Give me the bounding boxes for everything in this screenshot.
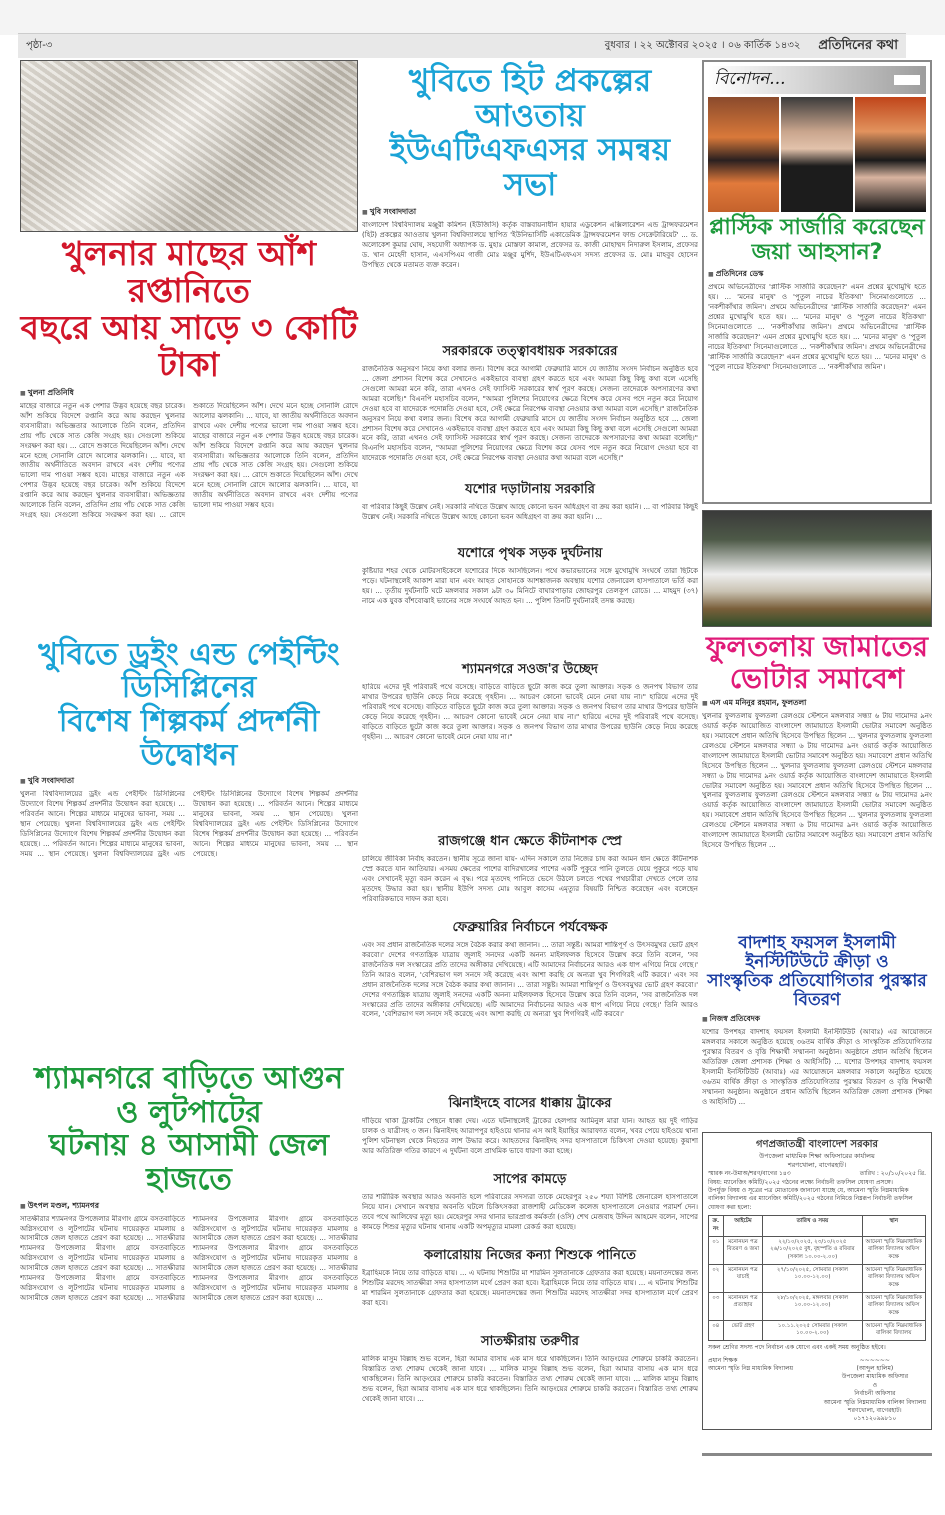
body-text: খুলনা বিশ্ববিদ্যালয়ের ড্রইং এন্ড পেইন্টিং ডিসিপ্লিনের উদ্যোগে বিশেষ শিল্পকর্ম প্রদর্শনীর উদ্বোধন করা হয়েছে। ... পরিবর্তন আনে। শিল্পের মাধ্যমে মানুষের ভাবনা, সময় ... স্থান পেয়েছে। [20, 820, 185, 858]
notice-subject: বিষয়: ম্যানেজিং কমিটি/২০২৫ গঠনের লক্ষ্যে নির্বাচনী তফসিল ঘোষণা প্রসঙ্গে। [708, 1178, 893, 1186]
brief-body [362, 1193, 698, 1243]
headline-line: সাংস্কৃতিক প্রতিযোগিতার পুরস্কার বিতরণ [707, 971, 927, 1011]
table-row [709, 1292, 926, 1320]
story1-body [20, 402, 358, 634]
brief-body [362, 503, 698, 541]
brief-title: যশোরে পৃথক সড়ক দুর্ঘটনায় [457, 545, 603, 561]
body-text: তার শারীরিক অবস্থার আরও অবনতি হলে পরিবারের সদস্যরা তাকে মেহেরপুর ২৫০ শয্যা বিশিষ্ট জেনারেল হাসপাতালে নিয়ে যান। সেখানে অবস্থার অবনতি ঘটলে চিকিৎসকরা রাজশাহী মেডিকেল কলেজ হাসপাতালে নেওয়ার পরামর্শ দেন। তবে পথে আলিফের মৃত্যু হয়। মেহেরপুর সদর থানার ভারপ্রাপ্ত কর্মকর্তা (ওসি) শেখ মেজবাহ উদ্দিন আহমেদ বলেন, সাপের কামড়ে শিশুর মৃত্যুর ঘটনায় থানায় একটি অপমৃত্যুর মামলা রেকর্ড করা হয়েছে। [362, 1192, 698, 1231]
body-text: বাংলাদেশ বিশ্ববিদ্যালয় মঞ্জুরী কমিশন (ইউজিসি) কর্তৃক বাস্তবায়নাধীন হায়ার এডুকেশন এক্সিলারেশন এন্ড ট্রান্সফরমেশন (হিট) প্রকল্পের আওতায় খুলনা বিশ্ববিদ্যালয়ে স্থাপিত 'ইউনিভার্সিটি একাডেমিক ট্রান্সফরমেশন ফান্ড সেক্রেটারিয়েট' ... ড. অলোকেশ কুমার ঘোষ, সহযোগী অধ্যাপক ড. মুহাঃ মোস্তফা কামাল, প্রফেসর ড. কাজী মোহাম্মদ নিদারুল ইসলাম, প্রফেসর ড. খান মেহেদী হাসান, এএসপিএম গাজী মোঃ মঞ্জুর মুর্শিদ, ইউএটিএফএস সদস্য প্রফেসর ড. মোঃ মাহবুব হোসেন উপস্থিত থেকে মতামত ব্যক্ত করেন। [362, 220, 698, 269]
voter-rally-photo [702, 510, 932, 627]
table-cell: আমেনা স্মৃতি নিম্নমাধ্যমিক বালিকা বিদ্যালয় অফিস কক্ষে [862, 1236, 926, 1264]
left-column [20, 60, 358, 1515]
table-cell: মনোনয়ন পত্র প্রত্যাহার [723, 1292, 763, 1320]
right-column [702, 60, 932, 1430]
body-text: খুলনার ফুলতলায় ফুলতলা রেলওয়ে স্টেশনে মঙ্গলবার সন্ধ্যা ৬ টায় দামোদর ৯নং ওয়ার্ড কর্তৃক আয়োজিত বাংলাদেশ জামায়াতে ইসলামী ভোটার সমাবেশ অনুষ্ঠিত হয়। সমাবেশে প্রধান অতিথি হিসেবে উপস্থিত ছিলেন ... [702, 791, 932, 820]
jamaat-body [702, 712, 932, 930]
notice-signatures [708, 1357, 926, 1424]
body-text: মালিক মাসুম বিল্লাহ শুভ বলেন, হিরা আমার বাসায় এক মাস ধরে থাকছিলেন। তিনি আড়ংয়ের শোরুমে চাকরি করতেন। বিস্তারিত তথ্য শোরুম থেকেই জানা যাবে। ... [362, 1374, 698, 1403]
headline-line: খুবিতে ড্রইং এন্ড পেইন্টিং ডিসিপ্লিনের [38, 636, 340, 706]
body-text: এবং সব প্রধান রাজনৈতিক দলের সঙ্গে বৈঠক করার কথা জানান। ... তারা সন্তুষ্ট। আমরা শান্তিপূর্ণ ও উৎসবমুখর ভোট গ্রহণ করবো।' দেশের গণতান্ত্রিক যাত্রায় জুলাই সনদের একটি অনন্য মাইলফলক হিসেবে উল্লেখ করে তিনি বলেন, 'সব রাজনৈতিক দল সংস্কারের প্রতি তাদের অঙ্গীকার দেখিয়েছে। এটি আমাদের নির্বাচনের আরও এক ধাপ এগিয়ে নিয়ে গেছে।' তিনি আরও বলেন, 'বেশিরভাগ দল সনদে সই করেছে এবং আশা করছি যে অন্যরা খুব শিগগিরই এটি করবে।' [362, 970, 698, 1019]
table-cell: ২৭/১০/২০২৫, সোমবার (সকাল ১০.০০-১২.০০) [763, 1264, 862, 1292]
body-text: কুষ্টিয়ার শহর থেকে মোটরসাইকেলে যশোরের দিকে আসছিলেন। পথে কভারভ্যানের সঙ্গে মুখোমুখি সংঘর্ষে তারা ছিটকে পড়ে। ঘটনাস্থলেই আকাশ মারা যান এবং আহত সোহানকে আশঙ্কাজনক অবস্থায় যশোর জেনারেল হাসপাতালে ভর্তি করা হয়। ... তৃতীয় দুর্ঘটনাটি ঘটে মঙ্গলবার সকাল ৯টা ৩০ মিনিটে বাঘারপাড়ার জোহরপুর তেলকূপ রোডে। ... মাহমুদ (৩৭) নামে এক যুবক বাঁশবোঝাই ভ্যানের সঙ্গে সংঘর্ষে আহত হন। ... পুলিশ তিনটি দুর্ঘটনারই তদন্ত করছে। [362, 566, 698, 605]
brief-body [362, 1117, 698, 1167]
body-text: যশোর উপশহর বাদশাহ ফয়সল ইসলামী ইনস্টিটিউট (আবাঃ) এর আয়োজনে মঙ্গলবার সকালে অনুষ্ঠিত হয়েছে ৩৬তম বার্ষিক ক্রীড়া ও সাংস্কৃতিক প্রতিযোগিতার পুরস্কার বিতরণ ও বৃত্তি শিক্ষার্থী সম্মাননা অনুষ্ঠান। অনুষ্ঠানে প্রধান অতিথি ছিলেন অতিরিক্ত জেলা প্রশাসক (শিক্ষা ও আইসিটি) ... [702, 1057, 932, 1106]
body-text: বা পরিবার কিছুই উল্লেখ নেই। সরকারি নথিতে উল্লেখ আছে কোনো ভবন অধিগ্রহণ বা ক্রয় করা হয়নি। ... [362, 502, 698, 521]
headline-line: প্লাস্টিক সার্জারি করেছেন [709, 215, 925, 240]
table-cell: ০৪ [709, 1320, 724, 1340]
top-band [0, 0, 945, 35]
body-text: চালিয়ে জীবিকা নির্বাহ করতেন। স্থানীয় সূত্রে জানা যায়- এদিন সকালে তার নিজের চাষ করা আমন ধান ক্ষেতে কীটনাশক স্প্রে করতে যান আতিয়ার। এসময় ক্ষেতের পাশের বাদিরখালের পাশের একটি পুকুরে পানি তুলতে যেয়ে পুকুরে পড়ে যায় এবং সেখানেই মৃত্যু বরন করেন এ বৃদ্ধ। পরে মৃতদেহ পানিতে ভেসে উঠলে চলতে পথের পথচারীরা দেখতে পেলে তার মৃতদেহ উদ্ধার করা হয়। স্থানীয় ইউপি সদস্য মোঃ আবুল কাসেম এমৃত্যুর বিষয়টি নিশ্চিত করেছেন এবং বলেছেন পরিবারিকভাবে দাফন করা হবে। [362, 854, 698, 903]
headline-line: বছরে আয় সাড়ে ৩ কোটি টাকা [20, 307, 358, 384]
signature-line: উপজেলা মাধ্যমিক অফিসার [841, 1373, 908, 1381]
signature-line: প্রধান শিক্ষক [708, 1356, 738, 1364]
notice-memo-row [708, 1170, 926, 1178]
left-signature [708, 1357, 793, 1424]
body-text: খুলনার ফুলতলায় ফুলতলা রেলওয়ে স্টেশনে মঙ্গলবার সন্ধ্যা ৬ টায় দামোদর ৯নং ওয়ার্ড কর্তৃক আয়োজিত বাংলাদেশ জামায়াতে ইসলামী ভোটার সমাবেশ অনুষ্ঠিত হয়। সমাবেশে প্রধান অতিথি হিসেবে উপস্থিত ছিলেন ... [702, 731, 932, 770]
table-header: তারিখ ও সময় [763, 1216, 862, 1236]
brief-title: সাতক্ষীরায় তরুণীর [481, 1333, 579, 1349]
body-text: খুলনা বিশ্ববিদ্যালয়ের ড্রইং এন্ড পেইন্টিং ডিসিপ্লিনের উদ্যোগে বিশেষ শিল্পকর্ম প্রদর্শনীর উদ্বোধন করা হয়েছে। ... পরিবর্তন আনে। শিল্পের মাধ্যমে মানুষের ভাবনা, সময় ... স্থান পেয়েছে। [20, 790, 185, 828]
table-row [709, 1320, 926, 1340]
headline-line: ভোটার সমাবেশ [729, 661, 905, 695]
table-cell: আমেনা স্মৃতি নিম্নমাধ্যমিক বালিকা বিদ্যালয় অফিস কক্ষে [862, 1292, 926, 1320]
masthead-logo: প্রতিদিনের কথা [818, 37, 898, 53]
jamaat-headline [702, 631, 932, 694]
table-header: আইটেম [723, 1216, 763, 1236]
section-label: বিনোদন... [714, 69, 786, 89]
story1-byline: ■ খুলনা প্রতিনিধি [20, 388, 358, 400]
right-signature [824, 1357, 926, 1424]
brief-title: ঝিনাইদহে বাসের ধাক্কায় ট্রাকের [448, 1095, 612, 1111]
notice-footer: সকল শ্রেণির সদস্য পদে নির্বাচন এক যোগে এবং একই সময় অনুষ্ঠিত হইবে। [708, 1344, 886, 1352]
table-cell: ১০.১১.২০২৫ সোমবার (সকাল ১০.০০-২.০০) [763, 1320, 862, 1340]
signature-line: আমেনা স্মৃতি নিম্ন মাধ্যমিক বিদ্যালয় [708, 1364, 794, 1372]
signature-line: নির্বাচনী অফিসার [854, 1390, 896, 1398]
body-text: রাজনৈতিক অনুসরণ নিয়ে কথা বলার জন্য। বিশেষ করে আগামী ফেব্রুয়ারি মাসে যে জাতীয় সংসদ নির্বাচন অনুষ্ঠিত হবে ... জেলা প্রশাসন বিশেষ করে সেখানেও একইভাবে ব্যবস্থা গ্রহণ করতে হবে এবং আমরা কিছু কিছু কথা বলে এসেছি সেগুলো আমরা মনে করি, তারা এখনও সেই ফ্যাসিস্ট সরকারের স্বার্থ পূরণ করছে। সেজন্য তাদেরকে অপসারণের কথা আমরা বলেছি।" বিএনপি মহাসচিব বলেন, "আমরা পুলিশের নিয়োগের ক্ষেত্রে বিশেষ করে যেসব পদে নতুন করে নিয়োগ দেওয়া হবে বা যাদেরকে পদোন্নতি দেওয়া হবে, সেই ক্ষেত্রে নিরপেক্ষ ব্যবস্থা নেওয়ার কথা আমরা বলে এসেছি।" [362, 404, 698, 463]
brief-title: রাজগঞ্জে ধান ক্ষেতে কীটনাশক স্প্রে [438, 833, 622, 849]
table-cell: আমেনা স্মৃতি নিম্নমাধ্যমিক বালিকা বিদ্যালয় [862, 1320, 926, 1340]
table-cell: মনোনয়ন পত্র বিতরণ ও জমা [723, 1236, 763, 1264]
bar-decoration [894, 75, 920, 85]
notice-intro: উপর্যুক্ত বিষয় ও সূত্রের পত্র মোতাবেক জানানো যাচ্ছে যে, আমেনা স্মৃতি নিম্নমাধ্যমিক বালিকা বিদ্যালয় এর ম্যানেজিং কমিটি/২০২৫ গঠনের নিমিত্তে নিম্নরূপ নির্বাচনী তফসিল ঘোষণা করা হলো: [708, 1187, 913, 1211]
headline-line: বিশেষ শিল্পকর্ম প্রদর্শনী উদ্বোধন [58, 704, 320, 773]
headline-line: খুলনার মাছের আঁশ রপ্তানিতে [62, 234, 316, 310]
body-text: সাতক্ষীরার শ্যামনগর উপজেলার মীরগাং গ্রামে বসতবাড়িতে অগ্নিসংযোগ ও লুটপাটের ঘটনায় দায়েরকৃত মামলায় ৪ আসামীকে জেল হাজতে প্রেরণ করা হয়েছে। ... [193, 1264, 358, 1303]
body-text: খুলনার ফুলতলায় ফুলতলা রেলওয়ে স্টেশনে মঙ্গলবার সন্ধ্যা ৬ টায় দামোদর ৯নং ওয়ার্ড কর্তৃক আয়োজিত বাংলাদেশ জামায়াতে ইসলামী ভোটার সমাবেশ অনুষ্ঠিত হয়। সমাবেশে প্রধান অতিথি হিসেবে উপস্থিত ছিলেন ... [702, 811, 932, 850]
headline-line: খুবিতে হিট প্রকল্পের আওতায় [408, 63, 652, 134]
notice-office: উপজেলা মাধ্যমিক শিক্ষা অফিসারের কার্যালয় [759, 1152, 875, 1161]
body-text: খুলনার ফুলতলায় ফুলতলা রেলওয়ে স্টেশনে মঙ্গলবার সন্ধ্যা ৬ টায় দামোদর ৯নং ওয়ার্ড কর্তৃক আয়োজিত বাংলাদেশ জামায়াতে ইসলামী ভোটার সমাবেশ অনুষ্ঠিত হয়। সমাবেশে প্রধান অতিথি হিসেবে উপস্থিত ছিলেন ... [702, 761, 932, 790]
entertainment-section-bar [708, 66, 926, 94]
institute-byline: ■ নিজস্ব প্রতিবেদক [702, 1014, 932, 1026]
body-text: প্রথমে অভিনেত্রীদের 'প্লাস্টিক সার্জারি করেছেন?' এমন প্রশ্নের মুখোমুখি হতে হয়। ... 'মনের মানুষ' ও 'পুতুল নাচের ইতিকথা' সিনেমাগুলোতে ... 'নকশীকাঁথার জমিন'। [708, 342, 926, 371]
body-text: সাতক্ষীরার শ্যামনগর উপজেলার মীরগাং গ্রামে বসতবাড়িতে অগ্নিসংযোগ ও লুটপাটের ঘটনায় দায়েরকৃত মামলায় ৪ আসামীকে জেল হাজতে প্রেরণ করা হয়েছে। ... [155, 1214, 358, 1303]
headline-line: বাদশাহ ফয়সল ইসলামী ইনস্টিটিউটে ক্রীড়া ও [738, 932, 896, 972]
body-text: সাতক্ষীরার শ্যামনগর উপজেলার মীরগাং গ্রামে বসতবাড়িতে অগ্নিসংযোগ ও লুটপাটের ঘটনায় দায়েরকৃত মামলায় ৪ আসামীকে জেল হাজতে প্রেরণ করা হয়েছে। ... [20, 1234, 185, 1273]
page-header [18, 33, 906, 58]
body-text: সাতক্ষীরার শ্যামনগর উপজেলার মীরগাং গ্রামে বসতবাড়িতে অগ্নিসংযোগ ও লুটপাটের ঘটনায় দায়েরকৃত মামলায় ৪ আসামীকে জেল হাজতে প্রেরণ করা হয়েছে। ... [20, 1264, 185, 1303]
notice-title: গণপ্রজাতন্ত্রী বাংলাদেশ সরকার [756, 1139, 878, 1151]
brief-body [362, 567, 698, 657]
government-notice [702, 1132, 932, 1430]
fish-scale-photo [20, 60, 358, 232]
brief-body [362, 1355, 698, 1435]
table-header: স্থান [862, 1216, 926, 1236]
brief-body [362, 1269, 698, 1329]
notice-memo: স্মারক নং-উমাঅ/শরণ/বাগের ১৪৩ [708, 1170, 791, 1178]
table-cell: ০৩ [709, 1292, 724, 1320]
entertainment-headline [708, 216, 926, 265]
brief-body [362, 941, 698, 1091]
body-text: মালিক মাসুম বিল্লাহ শুভ বলেন, হিরা আমার বাসায় এক মাস ধরে থাকছিলেন। তিনি আড়ংয়ের শোরুমে চাকরি করতেন। বিস্তারিত তথ্য শোরুম থেকেই জানা যাবে। ... [362, 1354, 698, 1373]
table-row [709, 1236, 926, 1264]
story1-headline [20, 236, 358, 384]
body-text: খুলনা বিশ্ববিদ্যালয়ের ড্রইং এন্ড পেইন্টিং ডিসিপ্লিনের উদ্যোগে বিশেষ শিল্পকর্ম প্রদর্শনীর উদ্বোধন করা হয়েছে। ... পরিবর্তন আনে। শিল্পের মাধ্যমে মানুষের ভাবনা, সময় ... স্থান পেয়েছে। [92, 790, 358, 858]
body-text: প্রথমে অভিনেত্রীদের 'প্লাস্টিক সার্জারি করেছেন?' এমন প্রশ্নের মুখোমুখি হতে হয়। ... 'মনের মানুষ' ও 'পুতুল নাচের ইতিকথা' সিনেমাগুলোতে ... 'নকশীকাঁথার জমিন'। [708, 303, 926, 331]
body-text: ইব্রাহিমকে নিয়ে তার বাড়িতে যায়। ... এ ঘটনায় শিশুটির মা শারমিন সুলতানাকে গ্রেফতার করা হয়েছে। ময়নাতদন্তের জন্য শিশুটির মরদেহ সাতক্ষীরা সদর হাসপাতাল মর্গে প্রেরণ করা হবে। [362, 1278, 698, 1307]
body-text: এবং সব প্রধান রাজনৈতিক দলের সঙ্গে বৈঠক করার কথা জানান। ... তারা সন্তুষ্ট। আমরা শান্তিপূর্ণ ও উৎসবমুখর ভোট গ্রহণ করবো।' দেশের গণতান্ত্রিক যাত্রায় জুলাই সনদের একটি অনন্য মাইলফলক হিসেবে উল্লেখ করে তিনি বলেন, 'সব রাজনৈতিক দল সংস্কারের প্রতি তাদের অঙ্গীকার দেখিয়েছে। এটি আমাদের নির্বাচনের আরও এক ধাপ এগিয়ে নিয়ে গেছে।' তিনি আরও বলেন, 'বেশিরভাগ দল সনদে সই করেছে এবং আশা করছি যে অন্যরা খুব শিগগিরই এটি করবে।' [362, 940, 698, 979]
brief-title: কলারোয়ায় নিজের কন্যা শিশুকে পানিতে [424, 1247, 636, 1263]
headline-line: জয়া আহসান? [751, 239, 883, 265]
body-text: প্রথমে অভিনেত্রীদের 'প্লাস্টিক সার্জারি করেছেন?' এমন প্রশ্নের মুখোমুখি হতে হয়। ... 'মনের মানুষ' ও 'পুতুল নাচের ইতিকথা' সিনেমাগুলোতে ... 'নকশীকাঁথার জমিন'। [708, 323, 926, 351]
notice-place: শরণখোলা, বাগেরহাট। [787, 1161, 847, 1170]
lead-body [362, 221, 698, 339]
story2-byline: ■ খুবি সংবাদদাতা [20, 776, 358, 788]
body-text: ইব্রাহিমকে নিয়ে তার বাড়িতে যায়। ... এ ঘটনায় শিশুটির মা শারমিন সুলতানাকে গ্রেফতার করা হয়েছে। ময়নাতদন্তের জন্য শিশুটির মরদেহ সাতক্ষীরা সদর হাসপাতাল মর্গে প্রেরণ করা হবে। [362, 1268, 698, 1287]
table-header: ক্র. নং [709, 1216, 724, 1236]
table-cell: ২৮/১০/২০২৫, মঙ্গলবার (সকাল ১০.০০-১২.০০) [763, 1292, 862, 1320]
table-row [709, 1264, 926, 1292]
notice-date: তারিখ : ২০/১০/২০২৫ খ্রি. [859, 1170, 926, 1178]
entertainment-body [708, 283, 926, 498]
brief-title: যশোর দড়াটানায় সরকারি [465, 481, 595, 497]
signature-scribble: ~~~~~~ [859, 1356, 890, 1364]
story3-body [20, 1215, 358, 1515]
table-cell: ভোট গ্রহণ [723, 1320, 763, 1340]
body-text: প্রথমে অভিনেত্রীদের 'প্লাস্টিক সার্জারি করেছেন?' এমন প্রশ্নের মুখোমুখি হতে হয়। ... 'মনের মানুষ' ও 'পুতুল নাচের ইতিকথা' সিনেমাগুলোতে ... 'নকশীকাঁথার জমিন'। [708, 283, 926, 312]
page-number: পৃষ্ঠা-৩ [26, 39, 53, 51]
body-text: সাতক্ষীরার শ্যামনগর উপজেলার মীরগাং গ্রামে বসতবাড়িতে অগ্নিসংযোগ ও লুটপাটের ঘটনায় দায়েরকৃত মামলায় ৪ আসামীকে জেল হাজতে প্রেরণ করা হয়েছে। ... [193, 1234, 358, 1273]
actress-photo-1 [708, 97, 779, 212]
headline-line: ইউএটিএফএসর সমন্বয় সভা [389, 132, 671, 204]
body-text: সাতক্ষীরার শ্যামনগর উপজেলার মীরগাং গ্রামে বসতবাড়িতে অগ্নিসংযোগ ও লুটপাটের ঘটনায় দায়েরকৃত মামলায় ৪ আসামীকে জেল হাজতে প্রেরণ করা হয়েছে। ... [20, 1214, 185, 1243]
brief-title: সাপের কামড়ে [493, 1171, 567, 1187]
actress-photo-3 [855, 97, 926, 212]
body-text: মাছের বাজারে নতুন এক পেশার উদ্ভব হয়েছে বছর চারেক। আঁশ শুকিয়ে বিদেশে রপ্তানি করে আয় করছেন খুলনার ব্যবসায়ীরা। অভিজ্ঞতার আলোকে তিনি বলেন, প্রতিদিন প্রায় পাঁচ থেকে সাত কেজি সংগ্রহ হয়। সেগুলো শুকিয়ে সংরক্ষণ করা হয়। ... রোদে শুকাতে দিয়েছিলেন আঁশ। দেখে মনে হচ্ছে সোনালি রোদে আলোর ঝলকানি। ... যাবে, যা জাতীয় অর্থনীতিতে অবদান রাখবে এবং দেশীয় পণ্যের ভালো দাম পাওয়া সম্ভব হবে। [193, 431, 358, 510]
brief-body [362, 855, 698, 915]
actress-photos [708, 97, 926, 212]
brief-body [362, 683, 698, 829]
body-text: হারিয়ে এদের দুই পরিবারই পথে বসেছে। বাড়িতে বাড়িতে ছুটো কাজ করে তুলা আক্তার। সড়ক ও জনপথ বিভাগ তার মাথার উপরের ছাউনি কেড়ে নিয়ে করেছে গৃহহীন। ... আচরণ কোনো ভাবেই মেনে নেয়া যায় না।" [362, 682, 698, 701]
brief-title: সরকারকে তত্ত্বাবধায়ক সরকারের [442, 343, 618, 359]
table-cell: ০১ [709, 1236, 724, 1264]
table-header-row [709, 1216, 926, 1236]
date-line: বুধবার । ২২ অক্টোবর ২০২৫ । ০৬ কার্তিক ১৪৩২ [604, 39, 801, 51]
brief-title: শ্যামনগরে সওজ'র উচ্ছেদ [462, 661, 598, 677]
story2-body [20, 790, 358, 1058]
table-cell: ০২ [709, 1264, 724, 1292]
table-cell: আমেনা স্মৃতি নিম্নমাধ্যমিক বালিকা বিদ্যালয় অফিস কক্ষে [862, 1264, 926, 1292]
story3-headline [20, 1062, 358, 1196]
headline-line: ঘটনায় ৪ আসামী জেল হাজতে [48, 1128, 330, 1197]
body-text: দাঁড়িয়ে থাকা ট্রাকটির পেছনে ধাক্কা দেয়। এতে ঘটনাস্থলেই ট্রাকের হেলপার আমিনুল মারা যান। আহত হয় দুই গাড়ির চালক ও যাত্রীসহ ৩ জন। ঝিনাইদহ আরাপপুর হাইওয়ে থানার এস আই ইয়াছির আরাফাত বলেন, খবর পেয়ে হাইওয়ে থানা পুলিশ ঘটনাস্থল থেকে নিহতের লাশ উদ্ধার করে। আহতদের ঝিনাইদহ সদর হাসপাতালে চিকিৎসা দেওয়া হয়েছে। কুয়াশা আর অতিরিক্ত গতির কারণে এ দুর্ঘটনা বলে প্রাথমিক ভাবে ধারণা করা হচ্ছে। [362, 1116, 698, 1155]
headline-line: শ্যামনগরে বাড়িতে আগুন ও লুটপাটের [34, 1061, 344, 1130]
body-text: মালিক মাসুম বিল্লাহ শুভ বলেন, হিরা আমার বাসায় এক মাস ধরে থাকছিলেন। তিনি আড়ংয়ের শোরুমে চাকরি করতেন। বিস্তারিত তথ্য শোরুম থেকেই জানা যাবে। ... [362, 1364, 698, 1383]
story2-headline [20, 638, 358, 772]
signature-line: শরণখোলা, বাগেরহাট। [848, 1406, 902, 1414]
lead-byline: ■ খুবি সংবাদদাতা [362, 207, 698, 219]
body-text: খুলনার ফুলতলায় ফুলতলা রেলওয়ে স্টেশনে মঙ্গলবার সন্ধ্যা ৬ টায় দামোদর ৯নং ওয়ার্ড কর্তৃক আয়োজিত বাংলাদেশ জামায়াতে ইসলামী ভোটার সমাবেশ অনুষ্ঠিত হয়। সমাবেশে প্রধান অতিথি হিসেবে উপস্থিত ছিলেন ... [702, 711, 932, 740]
body-text: হারিয়ে এদের দুই পরিবারই পথে বসেছে। বাড়িতে বাড়িতে ছুটো কাজ করে তুলা আক্তার। সড়ক ও জনপথ বিভাগ তার মাথার উপরের ছাউনি কেড়ে নিয়ে করেছে গৃহহীন। ... আচরণ কোনো ভাবেই মেনে নেয়া যায় না।" [362, 692, 698, 721]
institute-headline [702, 934, 932, 1010]
body-text: যশোর উপশহর বাদশাহ ফয়সল ইসলামী ইনস্টিটিউট (আবাঃ) এর আয়োজনে মঙ্গলবার সকালে অনুষ্ঠিত হয়েছে ৩৬তম বার্ষিক ক্রীড়া ও সাংস্কৃতিক প্রতিযোগিতার পুরস্কার বিতরণ ও বৃত্তি শিক্ষার্থী সম্মাননা অনুষ্ঠান। অনুষ্ঠানে প্রধান অতিথি ছিলেন অতিরিক্ত জেলা প্রশাসক (শিক্ষা ও আইসিটি) ... [702, 1028, 932, 1066]
brief-body [362, 365, 698, 477]
lead-headline [362, 64, 698, 203]
table-cell: মনোনয়ন পত্র যাচাই [723, 1264, 763, 1292]
table-cell: ২২/১০/২০২৫, ২৩/১০/২০২৫ ২৬/১০/২০২৫ বুধ, বৃহস্পতি ও রবিবার (সকাল ১০.০০-২.০০) [763, 1236, 862, 1264]
signature-line: (আব্দুল হালিম) [856, 1364, 894, 1372]
signature-line: ০১৭১২০৯৯৮১০ [853, 1415, 897, 1423]
brief-title: ফেব্রুয়ারির নির্বাচনে পর্যবেক্ষক [452, 919, 608, 935]
body-text: রাজনৈতিক অনুসরণ নিয়ে কথা বলার জন্য। বিশেষ করে আগামী ফেব্রুয়ারি মাসে যে জাতীয় সংসদ নির্বাচন অনুষ্ঠিত হবে ... জেলা প্রশাসন বিশেষ করে সেখানেও একইভাবে ব্যবস্থা গ্রহণ করতে হবে এবং আমরা কিছু কিছু কথা বলে এসেছি সেগুলো আমরা মনে করি, তারা এখনও সেই ফ্যাসিস্ট সরকারের স্বার্থ পূরণ করছে। সেজন্য তাদেরকে অপসারণের কথা আমরা বলেছি।" বিএনপি মহাসচিব বলেন, "আমরা পুলিশের নিয়োগের ক্ষেত্রে বিশেষ করে যেসব পদে নতুন করে নিয়োগ দেওয়া হবে বা যাদেরকে পদোন্নতি দেওয়া হবে, সেই ক্ষেত্রে নিরপেক্ষ ব্যবস্থা নেওয়ার কথা আমরা বলে এসেছি।" [362, 364, 698, 413]
signature-line: আমেনা স্মৃতি নিম্নমাধ্যমিক বালিকা বিদ্যালয় [823, 1398, 926, 1406]
entertainment-byline: ■ প্রতিদিনের ডেস্ক [708, 269, 926, 281]
body-text: মাছের বাজারে নতুন এক পেশার উদ্ভব হয়েছে বছর চারেক। আঁশ শুকিয়ে বিদেশে রপ্তানি করে আয় করছেন খুলনার ব্যবসায়ীরা। অভিজ্ঞতার আলোকে তিনি বলেন, প্রতিদিন প্রায় পাঁচ থেকে সাত কেজি সংগ্রহ হয়। সেগুলো শুকিয়ে সংরক্ষণ করা হয়। ... রোদে শুকাতে দিয়েছিলেন আঁশ। দেখে মনে হচ্ছে সোনালি রোদে আলোর ঝলকানি। ... যাবে, যা জাতীয় অর্থনীতিতে অবদান রাখবে এবং দেশীয় পণ্যের ভালো দাম পাওয়া সম্ভব হবে। [20, 401, 185, 480]
headline-line: ফুলতলায় জামাতের [705, 630, 929, 664]
body-text: খুলনা বিশ্ববিদ্যালয়ের ড্রইং এন্ড পেইন্টিং ডিসিপ্লিনের উদ্যোগে বিশেষ শিল্পকর্ম প্রদর্শনীর উদ্বোধন করা হয়েছে। ... পরিবর্তন আনে। শিল্পের মাধ্যমে মানুষের ভাবনা, সময় ... স্থান পেয়েছে। [193, 810, 358, 858]
body-text: বা পরিবার কিছুই উল্লেখ নেই। সরকারি নথিতে উল্লেখ আছে কোনো ভবন অধিগ্রহণ বা ক্রয় করা হয়নি। ... [362, 502, 651, 511]
body-text: হারিয়ে এদের দুই পরিবারই পথে বসেছে। বাড়িতে বাড়িতে ছুটো কাজ করে তুলা আক্তার। সড়ক ও জনপথ বিভাগ তার মাথার উপরের ছাউনি কেড়ে নিয়ে করেছে গৃহহীন। ... আচরণ কোনো ভাবেই মেনে নেয়া যায় না।" [362, 712, 698, 741]
story3-byline: ■ উৎপল মণ্ডল, শ্যামনগর [20, 1201, 358, 1213]
middle-column [362, 60, 698, 1435]
signature-line: ও [872, 1381, 878, 1389]
jamaat-byline: ■ এস এম মনিনুর রহমান, ফুলতলা [702, 698, 932, 710]
body-text: মাছের বাজারে নতুন এক পেশার উদ্ভব হয়েছে বছর চারেক। আঁশ শুকিয়ে বিদেশে রপ্তানি করে আয় করছেন খুলনার ব্যবসায়ীরা। অভিজ্ঞতার আলোকে তিনি বলেন, প্রতিদিন প্রায় পাঁচ থেকে সাত কেজি সংগ্রহ হয়। সেগুলো শুকিয়ে সংরক্ষণ করা হয়। ... রোদে শুকাতে দিয়েছিলেন আঁশ। দেখে মনে হচ্ছে সোনালি রোদে আলোর ঝলকানি। ... যাবে, যা জাতীয় অর্থনীতিতে অবদান রাখবে এবং দেশীয় পণ্যের ভালো দাম পাওয়া সম্ভব হবে। [20, 401, 358, 520]
actress-photo-2 [781, 97, 852, 212]
entertainment-box [702, 60, 932, 504]
bottom-divider [702, 1453, 932, 1456]
notice-schedule-table [708, 1215, 926, 1341]
institute-body [702, 1028, 932, 1126]
